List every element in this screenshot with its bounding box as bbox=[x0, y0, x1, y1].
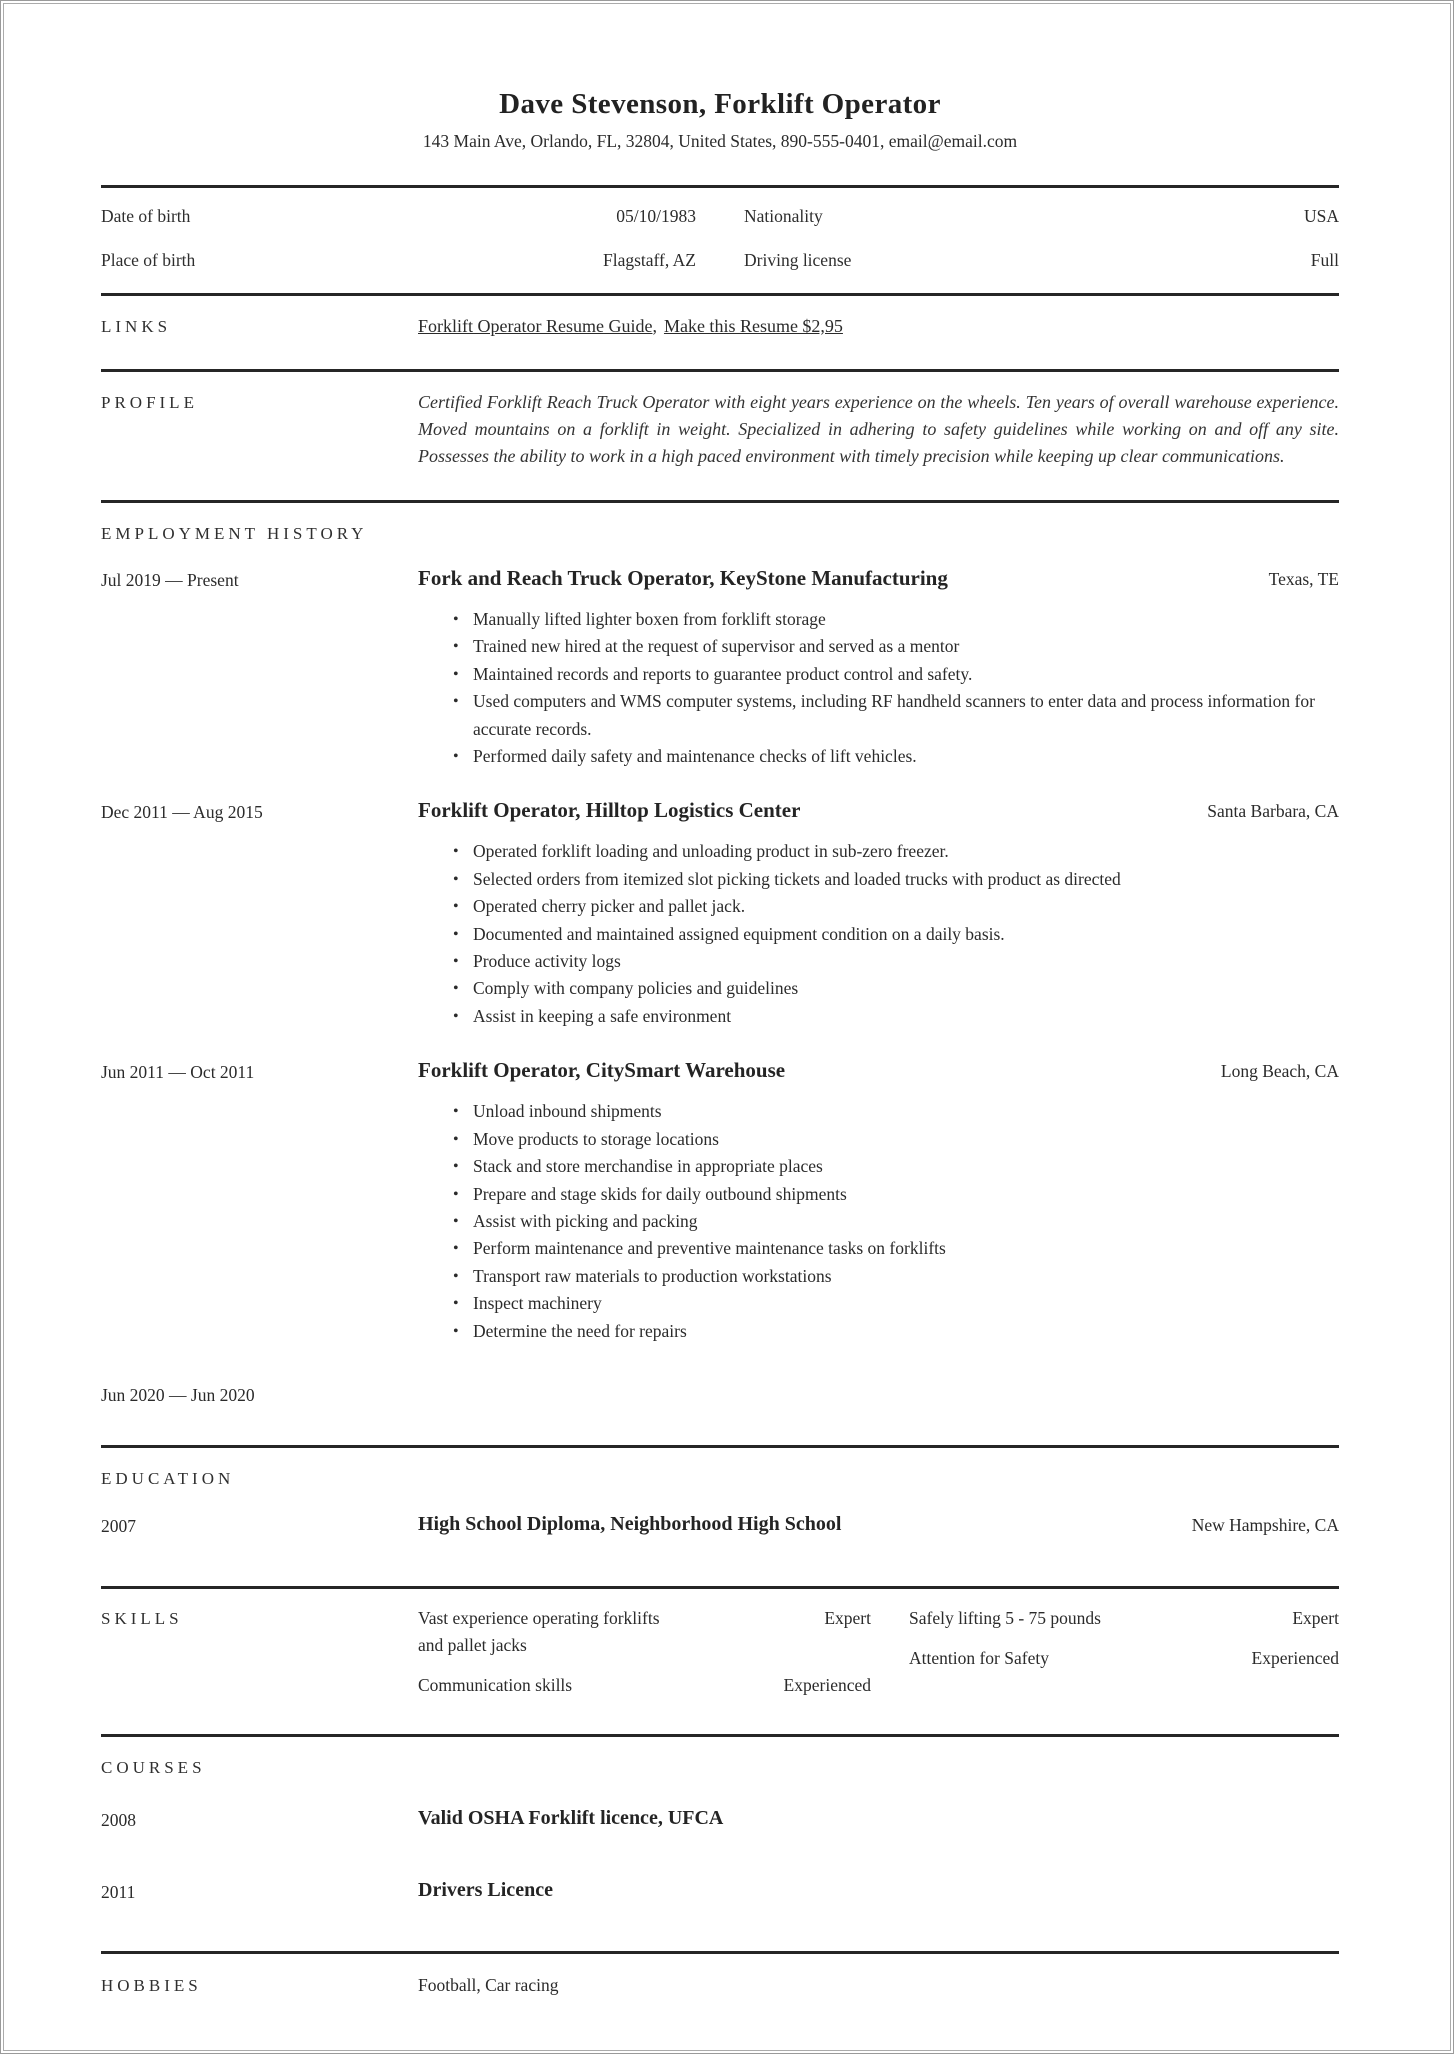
bullet-item: • Produce activity logs bbox=[418, 948, 1339, 975]
job-dates: Jun 2020 — Jun 2020 bbox=[101, 1384, 255, 1405]
employment-section bbox=[101, 520, 1339, 1409]
education-year: 2007 bbox=[101, 1515, 136, 1536]
skill-name: Vast experience operating forklifts and pallet jacks bbox=[418, 1607, 660, 1655]
skill-level: Experienced bbox=[783, 1674, 871, 1695]
bullet-item: • Performed daily safety and maintenance checks of lift vehicles. bbox=[418, 743, 1339, 770]
resume-guide-link[interactable]: Forklift Operator Resume Guide bbox=[418, 316, 653, 336]
course-entry bbox=[101, 1877, 1339, 1906]
job-body bbox=[418, 796, 1339, 1030]
job-title: Forklift Operator, CitySmart Warehouse bbox=[418, 1058, 786, 1083]
job-location: Long Beach, CA bbox=[1220, 1061, 1339, 1082]
job-bullet-list bbox=[418, 1098, 1339, 1345]
skill-level: Expert bbox=[824, 1607, 871, 1628]
field-label: Place of birth bbox=[101, 250, 196, 270]
bullet-item: • Perform maintenance and preventive maintenance tasks on forklifts bbox=[418, 1235, 1339, 1262]
job-entry-empty bbox=[101, 1379, 1339, 1409]
field-value: USA bbox=[1303, 206, 1339, 226]
job-dates: Jul 2019 — Present bbox=[101, 570, 239, 590]
bullet-item: • Maintained records and reports to guarantee product control and safety. bbox=[418, 661, 1339, 688]
bullet-item: • Operated forklift loading and unloading product in sub-zero freezer. bbox=[418, 838, 1339, 865]
links-heading: LINKS bbox=[101, 317, 172, 336]
job-header bbox=[418, 564, 1339, 593]
resume-header bbox=[101, 87, 1339, 153]
job-bullet-list bbox=[418, 838, 1339, 1030]
bullet-item: • Used computers and WMS computer systems, including RF handheld scanners to enter data and process information for accurate records. bbox=[418, 688, 1339, 743]
course-year: 2008 bbox=[101, 1809, 136, 1830]
skills-grid bbox=[418, 1605, 1339, 1712]
course-entry bbox=[101, 1805, 1339, 1834]
job-bullet-list bbox=[418, 606, 1339, 770]
skill-item bbox=[418, 1672, 871, 1699]
courses-section bbox=[101, 1754, 1339, 1906]
job-entry bbox=[101, 1056, 1339, 1345]
field-place-of-birth bbox=[101, 247, 696, 274]
links-section bbox=[101, 296, 1339, 369]
field-value: 05/10/1983 bbox=[616, 206, 696, 226]
field-label: Nationality bbox=[744, 206, 823, 226]
bullet-item: • Documented and maintained assigned equipment condition on a daily basis. bbox=[418, 921, 1339, 948]
skills-section bbox=[101, 1589, 1339, 1734]
field-value: Flagstaff, AZ bbox=[602, 250, 696, 270]
employment-heading: EMPLOYMENT HISTORY bbox=[101, 524, 368, 543]
profile-heading: PROFILE bbox=[101, 393, 198, 412]
skill-name: Communication skills bbox=[418, 1674, 573, 1695]
section-divider bbox=[101, 1734, 1339, 1737]
bullet-item: • Unload inbound shipments bbox=[418, 1098, 1339, 1125]
bullet-item: • Stack and store merchandise in appropriate places bbox=[418, 1153, 1339, 1180]
job-body bbox=[418, 1379, 1339, 1409]
course-title: Drivers Licence bbox=[418, 1878, 553, 1901]
bullet-item: • Trained new hired at the request of supervisor and served as a mentor bbox=[418, 633, 1339, 660]
education-heading: EDUCATION bbox=[101, 1468, 235, 1488]
education-entry-body bbox=[418, 1511, 1339, 1540]
field-label: Date of birth bbox=[101, 206, 191, 226]
job-header bbox=[418, 796, 1339, 825]
bullet-item: • Prepare and stage skids for daily outbound shipments bbox=[418, 1181, 1339, 1208]
hobbies-section bbox=[101, 1954, 1339, 1999]
contact-line: 143 Main Ave, Orlando, FL, 32804, United States, 890-555-0401, email@email.com bbox=[422, 131, 1018, 151]
links-list bbox=[418, 313, 1339, 340]
skill-item bbox=[909, 1645, 1339, 1672]
education-title: High School Diploma, Neighborhood High School bbox=[418, 1512, 842, 1535]
field-nationality bbox=[744, 203, 1339, 230]
bullet-item: • Determine the need for repairs bbox=[418, 1318, 1339, 1345]
section-divider bbox=[101, 500, 1339, 503]
job-dates: Jun 2011 — Oct 2011 bbox=[101, 1062, 255, 1083]
make-resume-link[interactable]: Make this Resume $2,95 bbox=[663, 316, 843, 336]
education-entry bbox=[101, 1511, 1339, 1540]
job-header bbox=[418, 1056, 1339, 1085]
skills-heading: SKILLS bbox=[101, 1608, 183, 1628]
bullet-item: • Comply with company policies and guidelines bbox=[418, 975, 1339, 1002]
personal-details bbox=[101, 188, 1339, 293]
field-value: Full bbox=[1310, 250, 1339, 270]
skill-item bbox=[909, 1605, 1339, 1632]
skill-level: Experienced bbox=[1251, 1647, 1339, 1668]
job-body bbox=[418, 564, 1339, 770]
skills-column-right bbox=[909, 1605, 1339, 1685]
education-section bbox=[101, 1465, 1339, 1540]
job-location: Texas, TE bbox=[1268, 569, 1339, 589]
hobbies-heading: HOBBIES bbox=[101, 1975, 202, 1995]
bullet-item: • Selected orders from itemized slot picking tickets and loaded trucks with product as directed bbox=[418, 866, 1339, 893]
field-date-of-birth bbox=[101, 203, 696, 230]
profile-section bbox=[101, 372, 1339, 500]
job-entry bbox=[101, 564, 1339, 770]
link-separator: , bbox=[652, 316, 657, 336]
course-year: 2011 bbox=[101, 1881, 136, 1902]
field-driving-license bbox=[744, 247, 1339, 274]
skill-item bbox=[418, 1605, 871, 1659]
bullet-item: • Assist with picking and packing bbox=[418, 1208, 1339, 1235]
course-title: Valid OSHA Forklift licence, UFCA bbox=[418, 1806, 724, 1829]
job-body bbox=[418, 1056, 1339, 1345]
skill-name: Attention for Safety bbox=[909, 1647, 1049, 1668]
skills-column-left bbox=[418, 1605, 871, 1712]
job-location: Santa Barbara, CA bbox=[1207, 801, 1339, 822]
page-title: Dave Stevenson, Forklift Operator bbox=[499, 88, 941, 120]
skill-name: Safely lifting 5 - 75 pounds bbox=[909, 1607, 1101, 1628]
job-title: Fork and Reach Truck Operator, KeyStone Manufacturing bbox=[418, 566, 948, 590]
bullet-item: • Manually lifted lighter boxen from forklift storage bbox=[418, 606, 1339, 633]
section-divider bbox=[101, 1445, 1339, 1448]
bullet-item: • Transport raw materials to production workstations bbox=[418, 1263, 1339, 1290]
skill-level: Expert bbox=[1292, 1607, 1339, 1628]
profile-text: Certified Forklift Reach Truck Operator with eight years experience on the wheels. Ten years of overall warehouse experience. Moved mountains on a forklift in weight. Specialized in adhering to safety guidelines while working on and off any site. Possesses the ability to work in a high paced environment with timely precision while keeping up clear communications. bbox=[418, 392, 1339, 466]
courses-heading: COURSES bbox=[101, 1757, 206, 1777]
job-title: Forklift Operator, Hilltop Logistics Center bbox=[418, 798, 801, 823]
job-dates: Dec 2011 — Aug 2015 bbox=[101, 802, 263, 823]
resume-content bbox=[1, 1, 1453, 1999]
bullet-item: • Move products to storage locations bbox=[418, 1126, 1339, 1153]
education-location: New Hampshire, CA bbox=[1191, 1514, 1339, 1535]
hobbies-text: Football, Car racing bbox=[418, 1974, 559, 1995]
bullet-item: • Operated cherry picker and pallet jack. bbox=[418, 893, 1339, 920]
field-label: Driving license bbox=[744, 250, 852, 270]
job-entry bbox=[101, 796, 1339, 1030]
bullet-item: • Assist in keeping a safe environment bbox=[418, 1003, 1339, 1030]
bullet-item: • Inspect machinery bbox=[418, 1290, 1339, 1317]
